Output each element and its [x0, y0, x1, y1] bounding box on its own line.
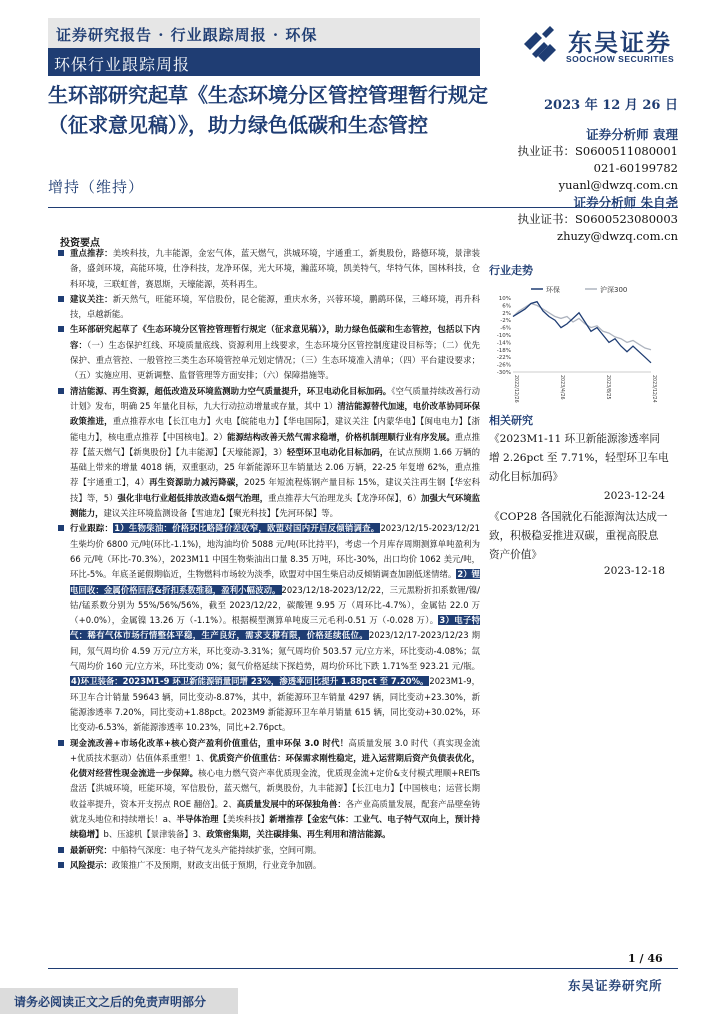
bullet-policy: 生环部研究起草了《生态环境分区管控管理暂行规定（征求意见稿）》，助力绿色低碳和生态管控，包括以下内容：（一）生态保护红线、环境质量底线、资源利用上线要求，生态环境分区管控制度建设目标等；（二）优先保护、重点管控、一般管控三类生态环境管控单元划定情况；（三）生态环境准入清单；（四）平台建设要求；（五）实施应用、更新调整、监督管理等方面安排；（六）保障措施等。 [58, 322, 480, 383]
bullet-risk: 风险提示：政策推广不及预期，财政支出低于预期，行业竞争加剧。 [58, 858, 480, 873]
related-item-1[interactable]: 《2023M1-11 环卫新能源渗透率同增 2.26pct 至 7.71%，轻型环卫车电动化目标加码》 [489, 433, 669, 483]
analyst-2-cert: 执业证书：S0600523080003 [517, 212, 678, 226]
bullet-energy: 清洁能源、再生资源，超低改造及环境监测助力空气质量提升，环卫电动化目标加码。《空气质量持续改善行动计划》发布，明确 25 年量化目标，九大行动拉动增量或存量，其中 1）清洁能源替代加速，电价改革协同环保政策推进，重点推荐水电【长江电力】火电【皖能电力】【华电国际】，建议关注【内蒙华电】【闽电电力】【浙能电力】，核电重点推荐【中国核电】。2）能源结构改善天然气需求稳增，价格机制理顺行业有序发展。重点推荐【蓝天燃气】【新奥股份】【九丰能源】【天壕能源】，3）轻型环卫电动化目标加码，在试点预期 1.66 万辆的基础上带来的增量 4018 辆，双重驱动，25 年新能源环卫车销量达 2.06 万辆，22-25 年复增 62%，重点推荐【宇通重工】，4）再生资源助力减污降碳，2025 年短流程炼钢产量目标 15%，建议关注再生钢【华宏科技】等，5）强化非电行业超低排放改造&烟气治理，重点推荐大气治理龙头【龙净环保】，6）加强大气环境监测能力，建议关注环境监测设备【雪迪龙】【聚光科技】【先河环保】等。 [58, 384, 480, 522]
chart-legend [531, 285, 627, 294]
disclaimer-text[interactable]: 请务必阅读正文之后的免责声明部分 [14, 995, 207, 1009]
related-item-2[interactable]: 《COP28 各国就化石能源淘汰达成一致，积极稳妥推进双碳，重视高股息资产价值》 [489, 511, 668, 561]
header-divider [48, 207, 678, 208]
x-tick-label: 2023/12/24 [651, 375, 656, 403]
y-tick-label: -18% [496, 347, 511, 354]
y-tick-label: 10% [498, 296, 511, 302]
y-tick-label: -14% [496, 340, 511, 347]
bullet-cashflow: 现金流改善+市场化改革+核心资产盈利价值重估，重申环保 3.0 时代！高质量发展 3.0 时代（真实现金流+优质技术驱动）估值体系重塑！1、优质资产价值重估：环保需求刚性稳定，进入运营期后资产负债表优化，化债对经营性现金流进一步保障。核心电力燃气资产率优质现金流，优质现金流+定价&支付模式理顺+REITs 盘活【洪城环境，旺能环境，军信股份，蓝天燃气，新奥股份，九丰能源】【长江电力】【中国核电；运营长期收益率提升，资本开支拐点 ROE 翻倍】。2、高质量发展中的环保独角兽：各产业高质量发展，配套产品壁垒铸就龙头地位和持续增长！a、半导体治理【美埃科技】新增推荐【金宏气体：工业气、电子特气双向上，预计持续稳增】b、压滤机【景津装备】3、政策密集期，关注碳排集、再生利用和清洁能源。 [58, 736, 480, 843]
legend-label-hs300: 沪深300 [600, 286, 628, 294]
analyst-2-title: 证券分析师 朱自尧 [573, 195, 678, 210]
report-title: 生环部研究起草《生态环境分区管控管理暂行规定（征求意见稿）》，助力绿色低碳和生态管控 [48, 83, 488, 137]
x-tick-label: 2023/4/26 [559, 375, 564, 400]
report-type-bar: 环保行业跟踪周报 [48, 48, 480, 76]
report-date: 2023 年 12 月 26 日 [544, 98, 678, 113]
legend-label-env: 环保 [546, 286, 560, 294]
x-axis-ticks [513, 375, 657, 403]
invest-points-title: 投资要点 [60, 238, 100, 249]
bullet-watch: 建议关注：新天然气，旺能环境，军信股份，昆仑能源，重庆水务，兴蓉环境，鹏鹞环保，三峰环境，再升科技，卓越新能。 [58, 292, 480, 323]
soochow-logo-icon [520, 24, 560, 64]
series-line-沪深300 [513, 304, 651, 350]
y-tick-label: -10% [496, 333, 511, 339]
chart-series [513, 302, 651, 363]
page-number: 1 / 46 [628, 952, 663, 965]
analyst-1-title: 证券分析师 袁理 [586, 127, 678, 142]
trend-title: 行业走势 [489, 264, 533, 277]
analyst-2-email[interactable]: zhuzy@dwzq.com.cn [557, 229, 678, 243]
analyst-2 [458, 194, 678, 245]
y-tick-label: 2% [502, 310, 511, 317]
series-line-环保 [513, 302, 651, 363]
related-item-2-date: 2023-12-18 [603, 565, 665, 577]
analyst-1-cert: 执业证书：S0600511080001 [517, 144, 678, 158]
bullet-industry-tracking: 行业跟踪：1）生物柴油：价格环比略降价差收窄，欧盟对国内开启反倾销调查。2023/12/15-2023/12/21 生柴均价 6800 元/吨(环比-1.1%)，地沟油均价 5088 元/吨(环比持平)，考虑一个月库存周期测算单吨盈利为 66 元/吨（环比-70.3%），2023M11 中国生物柴油出口量 8.35 万吨，环比-30%，出口均价 1062 美元/吨，环比-5%。年底圣诞假期临近，生物燃料市场较为淡季，欧盟对中国生柴启动反倾销调查加剧低迷情绪。2）锂电回收：金属价格回落&折扣系数维稳，盈利小幅波动。2023/12/18-2023/12/22，三元黑粉折扣系数锂/镍/钴/锰系数分别为 55%/56%/56%，截至 2023/12/22，碳酸锂 9.95 万（周环比-4.7%），金属钴 22.0 万（+0.0%），金属镍 13.26 万（-1.1%）。根据模型测算单吨废三元毛利-0.51 万（-0.028 万）。3）电子特气：稀有气体市场行情整体平稳，生产良好，需求支撑有限，价格延续低位。2023/12/17-2023/12/23 期间，氖气周均价 4.59 万元/立方米，环比变动-3.31%；氪气周均价 503.57 元/立方米，环比变动-4.08%；氙气周均价 160 元/立方米，环比变动 0%；氦气价格延续下探趋势，周均价环比下跌 1.71%至 923.21 元/瓶。4)环卫装备：2023M1-9 环卫新能源销量同增 23%，渗透率同比提升 1.88pct 至 7.20%。2023M1-9，环卫车合计销量 59643 辆，同比变动-8.87%，其中，新能源环卫车销量 4297 辆，同比变动+23.30%，新能源渗透率 7.20%，同比变动+1.88pct。2023M9 新能源环卫车单月销量 615 辆，同比变动+30.02%，环比变动-6.53%，新能源渗透率 10.23%，同比+2.76pct。 [58, 521, 480, 735]
y-axis-ticks [497, 296, 651, 376]
x-tick-label: 2022/12/26 [513, 375, 518, 403]
y-tick-label: -30% [496, 370, 511, 376]
footer-divider [48, 968, 678, 969]
related-research-title: 相关研究 [489, 414, 533, 427]
y-tick-label: -22% [496, 355, 511, 362]
trend-chart [489, 280, 657, 403]
y-tick-label: -6% [500, 325, 511, 332]
analyst-1 [458, 126, 678, 194]
logo-text-en: SOOCHOW SECURITIES [566, 54, 675, 64]
x-tick-label: 2023/8/25 [605, 375, 610, 400]
bullet-latest-research: 最新研究：中船特气深度：电子特气龙头产能持续扩张，空间可期。 [58, 843, 480, 858]
y-tick-label: -26% [496, 362, 511, 369]
bullet-recommend: 重点推荐：美埃科技，九丰能源，金宏气体，蓝天燃气，洪城环境，宇通重工，新奥股份，路德环境，景津装备，盛剑环境，高能环境，仕净科技，龙净环保，光大环境，瀚蓝环境，凯美特气，华特气体，国林科技，仓科环境，三联虹普，赛恩斯，天壕能源，英科再生。 [58, 246, 480, 292]
report-series-bar: 证券研究报告 · 行业跟踪周报 · 环保 [48, 18, 480, 48]
y-tick-label: 6% [502, 303, 511, 310]
firm-name-footer: 东吴证券研究所 [568, 978, 663, 993]
rating: 增持（维持） [48, 178, 145, 196]
y-tick-label: -2% [500, 318, 511, 325]
analyst-1-email[interactable]: yuanl@dwzq.com.cn [558, 178, 678, 192]
analyst-1-phone: 021-60199782 [593, 161, 678, 175]
related-item-1-date: 2023-12-24 [603, 490, 665, 502]
logo-text-cn: 东吴证券 [568, 29, 672, 57]
body-text [58, 246, 480, 873]
